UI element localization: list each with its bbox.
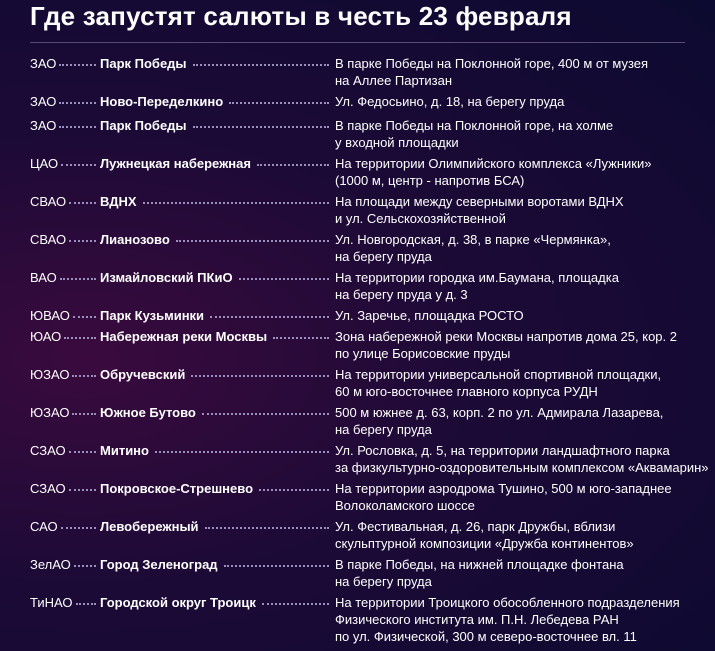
address-line: Зона набережной реки Москвы напротив дома 25, кор. 2 (335, 329, 677, 344)
address (335, 231, 611, 265)
district-label: ВАО (30, 270, 57, 285)
address-line: и ул. Сельскохозяйственной (335, 211, 506, 226)
dotted-leader (257, 164, 329, 167)
district-label: ЮЗАО (30, 405, 70, 420)
address-line: на берегу пруда (335, 422, 432, 437)
address-line: по улице Борисовские пруды (335, 346, 511, 361)
list-item (30, 307, 710, 324)
district-label: ЗАО (30, 94, 57, 109)
dotted-leader (155, 451, 329, 454)
dotted-leader (60, 278, 96, 281)
district-label: ТиНАО (30, 595, 73, 610)
address-line: На территории универсальной спортивной площадки, (335, 367, 662, 382)
address-line: Волоколамского шоссе (335, 498, 475, 513)
place-name: Парк Кузьминки (100, 308, 205, 323)
place-name: Левобережный (100, 519, 199, 534)
dotted-leader (59, 64, 96, 67)
address-line: На территории аэродрома Тушино, 500 м юго-западнее (335, 481, 672, 496)
address-line: Ул. Новгородская, д. 38, в парке «Чермянка», (335, 232, 611, 247)
dotted-leader (262, 603, 329, 606)
address (335, 155, 651, 189)
list-item (30, 594, 710, 645)
dotted-leader (59, 102, 96, 105)
list-item (30, 231, 710, 265)
address-line: на берегу пруда (335, 574, 432, 589)
district-label: СВАО (30, 232, 67, 247)
address-line: Ул. Заречье, площадка РОСТО (335, 308, 524, 323)
address (335, 442, 709, 476)
address-line: (1000 м, центр - напротив БСА) (335, 173, 525, 188)
address-line: В парке Победы на Поклонной горе, 400 м от музея (335, 56, 649, 71)
address (335, 193, 624, 227)
list-item (30, 480, 710, 514)
address (335, 518, 634, 552)
list-item (30, 117, 710, 151)
list-item (30, 269, 710, 303)
address-line: на берегу пруда у д. 3 (335, 287, 468, 302)
address-line: Физического института им. П.Н. Лебедева РАН (335, 612, 619, 627)
address (335, 307, 524, 324)
address (335, 93, 564, 110)
address-line: скульптурной композиции «Дружба континентов» (335, 536, 634, 551)
address (335, 556, 624, 590)
address (335, 366, 661, 400)
address-line: На территории Троицкого обособленного подразделения (335, 595, 680, 610)
dotted-leader (176, 240, 329, 243)
place-name: Южное Бутово (100, 405, 196, 420)
place-name: Ново-Переделкино (100, 94, 224, 109)
address-line: В парке Победы, на нижней площадке фонтана (335, 557, 624, 572)
dotted-leader (210, 316, 329, 319)
address-line: Ул. Рословка, д. 5, на территории ландшафтного парка (335, 443, 670, 458)
dotted-leader (193, 126, 329, 129)
dotted-leader (224, 565, 329, 568)
place-name: Митино (100, 443, 149, 458)
address (335, 117, 613, 151)
dotted-leader (61, 527, 96, 530)
fireworks-list (30, 55, 710, 649)
address-line: по ул. Физической, 300 м северо-восточнее вл. 11 (335, 629, 637, 644)
list-item (30, 328, 710, 362)
district-label: СЗАО (30, 481, 66, 496)
dotted-leader (76, 603, 96, 606)
dotted-leader (143, 202, 329, 205)
district-label: СЗАО (30, 443, 66, 458)
address-line: Ул. Федосьино, д. 18, на берегу пруда (335, 94, 565, 109)
place-name: ВДНХ (100, 194, 137, 209)
district-label: САО (30, 519, 58, 534)
dotted-leader (273, 337, 329, 340)
district-label: ЮВАО (30, 308, 70, 323)
dotted-leader (69, 451, 96, 454)
list-item (30, 155, 710, 189)
place-name: Лианозово (100, 232, 170, 247)
place-name: Набережная реки Москвы (100, 329, 268, 344)
dotted-leader (72, 375, 96, 378)
dotted-leader (64, 337, 96, 340)
district-label: ЮЗАО (30, 367, 70, 382)
address (335, 404, 663, 438)
dotted-leader (205, 527, 329, 530)
list-item (30, 404, 710, 438)
list-item (30, 193, 710, 227)
list-item (30, 518, 710, 552)
place-name: Город Зеленоград (100, 557, 218, 572)
district-label: ЗелАО (30, 557, 71, 572)
address-line: за физкультурно-оздоровительным комплексом «Аквамарин» (335, 460, 709, 475)
place-name: Обручевский (100, 367, 186, 382)
address-line: на Аллее Партизан (335, 73, 453, 88)
address-line: Ул. Фестивальная, д. 26, парк Дружбы, вблизи (335, 519, 616, 534)
dotted-leader (259, 489, 329, 492)
list-item (30, 442, 710, 476)
page-title: Где запустят салюты в честь 23 февраля (30, 1, 572, 31)
list-item (30, 93, 710, 110)
dotted-leader (239, 278, 329, 281)
dotted-leader (61, 164, 96, 167)
list-item (30, 55, 710, 89)
address-line: На территории Олимпийского комплекса «Лужники» (335, 156, 652, 171)
district-label: ЗАО (30, 118, 57, 133)
address (335, 328, 677, 362)
address-line: на берегу пруда (335, 249, 432, 264)
list-item (30, 366, 710, 400)
address-line: На площади между северными воротами ВДНХ (335, 194, 624, 209)
address-line: у входной площадки (335, 135, 459, 150)
place-name: Измайловский ПКиО (100, 270, 233, 285)
place-name: Лужнецкая набережная (100, 156, 251, 171)
address (335, 480, 672, 514)
dotted-leader (72, 413, 96, 416)
address (335, 269, 619, 303)
list-item (30, 556, 710, 590)
address-line: В парке Победы на Поклонной горе, на холме (335, 118, 614, 133)
dotted-leader (193, 64, 329, 67)
district-label: ЦАО (30, 156, 59, 171)
dotted-leader (202, 413, 329, 416)
address-line: На территории городка им.Баумана, площадка (335, 270, 619, 285)
dotted-leader (59, 126, 96, 129)
title-divider (30, 42, 685, 43)
address (335, 55, 648, 89)
dotted-leader (69, 489, 96, 492)
address (335, 594, 680, 645)
place-name: Покровское-Стрешнево (100, 481, 254, 496)
dotted-leader (69, 240, 96, 243)
place-name: Городской округ Троицк (100, 595, 256, 610)
district-label: СВАО (30, 194, 67, 209)
dotted-leader (69, 202, 96, 205)
dotted-leader (74, 565, 96, 568)
dotted-leader (73, 316, 96, 319)
place-name: Парк Победы (100, 56, 187, 71)
address-line: 500 м южнее д. 63, корп. 2 по ул. Адмирала Лазарева, (335, 405, 664, 420)
dotted-leader (229, 102, 329, 105)
place-name: Парк Победы (100, 118, 187, 133)
dotted-leader (191, 375, 329, 378)
district-label: ЮАО (30, 329, 62, 344)
district-label: ЗАО (30, 56, 57, 71)
address-line: 60 м юго-восточнее главного корпуса РУДН (335, 384, 598, 399)
